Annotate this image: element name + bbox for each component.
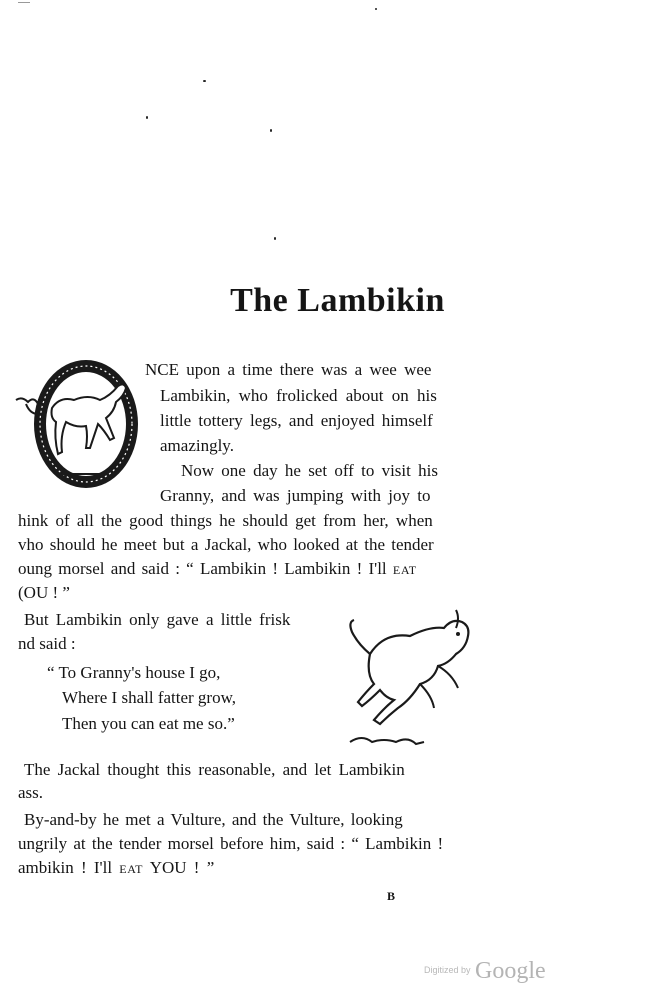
- small-caps-eat: EAT: [119, 862, 144, 876]
- text-line-6: Granny, and was jumping with joy to: [160, 486, 431, 505]
- text-line-8: vho should he meet but a Jackal, who looked at the tender: [18, 535, 434, 554]
- text-line-10: (OU ! ”: [18, 583, 70, 602]
- text-line-17: [18, 858, 214, 879]
- scan-speck: [18, 2, 30, 3]
- scan-speck: [274, 237, 276, 240]
- text-line-15: By-and-by he met a Vulture, and the Vulture, looking: [24, 810, 403, 829]
- scan-speck: [375, 8, 377, 10]
- text-line-11: But Lambikin only gave a little frisk: [24, 610, 291, 629]
- text-line-12: nd said :: [18, 634, 76, 653]
- digitized-by-text: Digitized by: [424, 965, 471, 975]
- jumping-lamb-illustration: [340, 604, 480, 754]
- text-line-17-end: YOU ! ”: [149, 858, 215, 877]
- drop-cap-o-lamb-illustration: [14, 356, 144, 494]
- verse-line-3: Then you can eat me so.”: [62, 714, 235, 733]
- verse-line-2: Where I shall fatter grow,: [62, 688, 237, 707]
- text-line-16: ungrily at the tender morsel before him, said : “ Lambikin !: [18, 834, 444, 853]
- text-line-14: ass.: [18, 783, 44, 802]
- google-logo-text: Google: [475, 958, 546, 984]
- text-line-5: Now one day he set off to visit his: [181, 461, 438, 480]
- text-line-3: little tottery legs, and enjoyed himself: [160, 411, 433, 430]
- text-line-1: NCE upon a time there was a wee wee: [145, 360, 432, 379]
- chapter-title: The Lambikin: [230, 282, 445, 319]
- page-signature-mark: B: [387, 889, 396, 903]
- text-line-13: The Jackal thought this reasonable, and let Lambikin: [24, 760, 405, 779]
- text-line-7: hink of all the good things he should get from her, when: [18, 511, 433, 530]
- text-line-9: [18, 559, 417, 580]
- text-line-2: Lambikin, who frolicked about on his: [160, 386, 437, 405]
- scan-speck: [270, 129, 272, 132]
- text-line-9-main: oung morsel and said : “ Lambikin ! Lambikin ! I'll: [18, 559, 387, 578]
- scan-speck: [203, 80, 206, 82]
- text-line-17-main: ambikin ! I'll: [18, 858, 113, 877]
- text-line-4: amazingly.: [160, 436, 234, 455]
- verse-line-1: “ To Granny's house I go,: [47, 663, 221, 682]
- scan-speck: [146, 116, 148, 119]
- small-caps-eat: EAT: [392, 563, 417, 577]
- google-digitized-watermark: [424, 958, 546, 985]
